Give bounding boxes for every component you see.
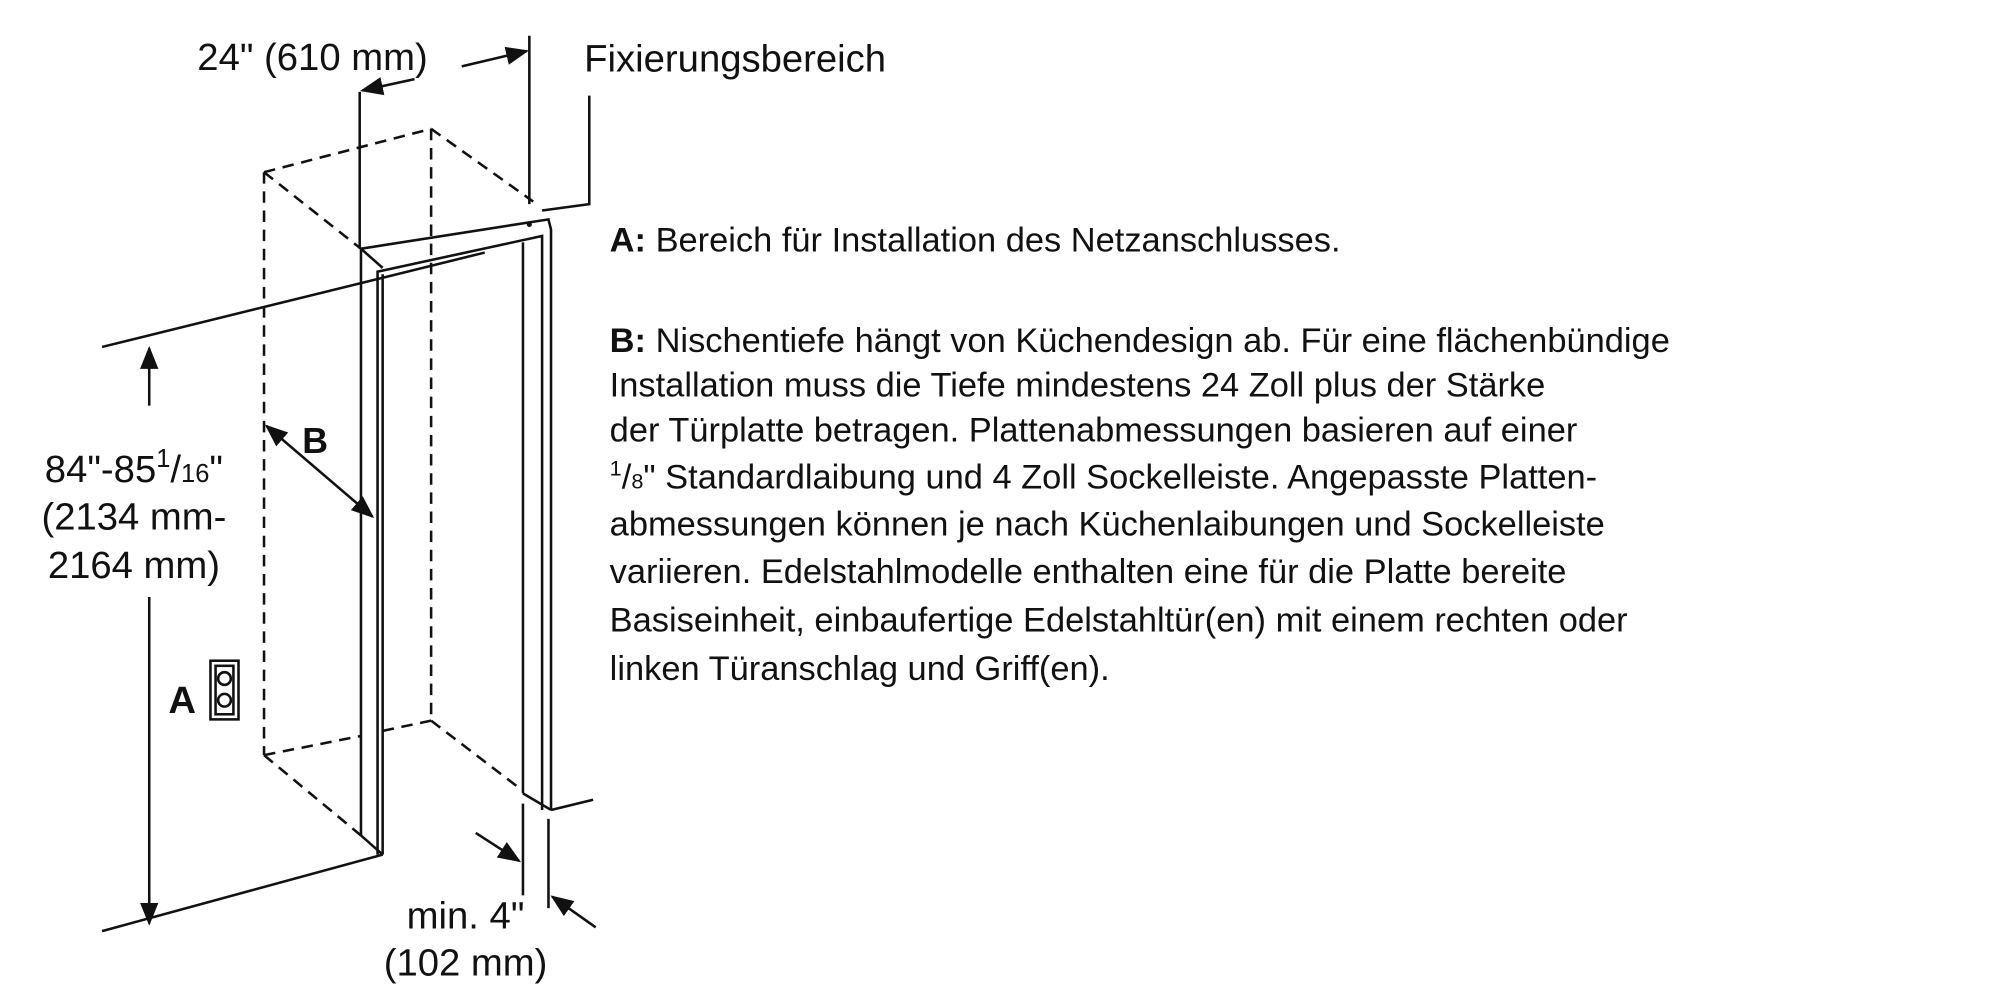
width-dimension [197, 36, 529, 249]
marker-b: B [302, 420, 329, 461]
note-b-line: linken Türanschlag und Griff(en). [609, 649, 1110, 688]
width-label: 24" (610 mm) [197, 36, 428, 80]
note-b-line: abmessungen können je nach Küchenlaibungen und Sockelleiste [609, 505, 1605, 544]
notes [610, 221, 1670, 688]
niche-outline [264, 129, 533, 836]
height-dimension [41, 348, 226, 923]
note-b-line: der Türplatte betragen. Plattenabmessungen basieren auf einer [609, 411, 1578, 450]
floor-line-right [551, 800, 593, 810]
door-panel [361, 219, 551, 854]
height-label-line2: (2134 mm- [41, 495, 227, 539]
note-b-line: Basiseinheit, einbaufertige Edelstahltür(en) mit einem rechten oder [609, 601, 1628, 640]
power-outlet-icon [210, 661, 238, 720]
min-label-line2: (102 mm) [383, 941, 548, 985]
note-a: A: Bereich für Installation des Netzanschlusses. [609, 221, 1341, 260]
min-label-line1: min. 4" [406, 894, 525, 938]
note-b-line: Installation muss die Tiefe mindestens 24 Zoll plus der Stärke [609, 366, 1546, 405]
min-dimension [384, 804, 596, 985]
height-label-line3: 2164 mm) [47, 543, 221, 587]
note-b-line: variieren. Edelstahlmodelle enthalten eine für die Platte bereite [609, 552, 1567, 591]
floor-line [102, 855, 383, 932]
fix-label: Fixierungsbereich [584, 37, 887, 81]
ceiling-line [102, 253, 485, 347]
fix-leader-line [542, 96, 589, 211]
marker-a: A [168, 679, 196, 723]
note-b-line: $^1$/8" Standardlaibung und 4 Zoll Sockelleiste. Angepasste Platten- [609, 455, 1598, 497]
note-b-line: B: Nischentiefe hängt von Küchendesign ab. Für eine flächenbündige [609, 322, 1670, 361]
height-label-line1: $84"-85^1/16$" [44, 444, 224, 492]
